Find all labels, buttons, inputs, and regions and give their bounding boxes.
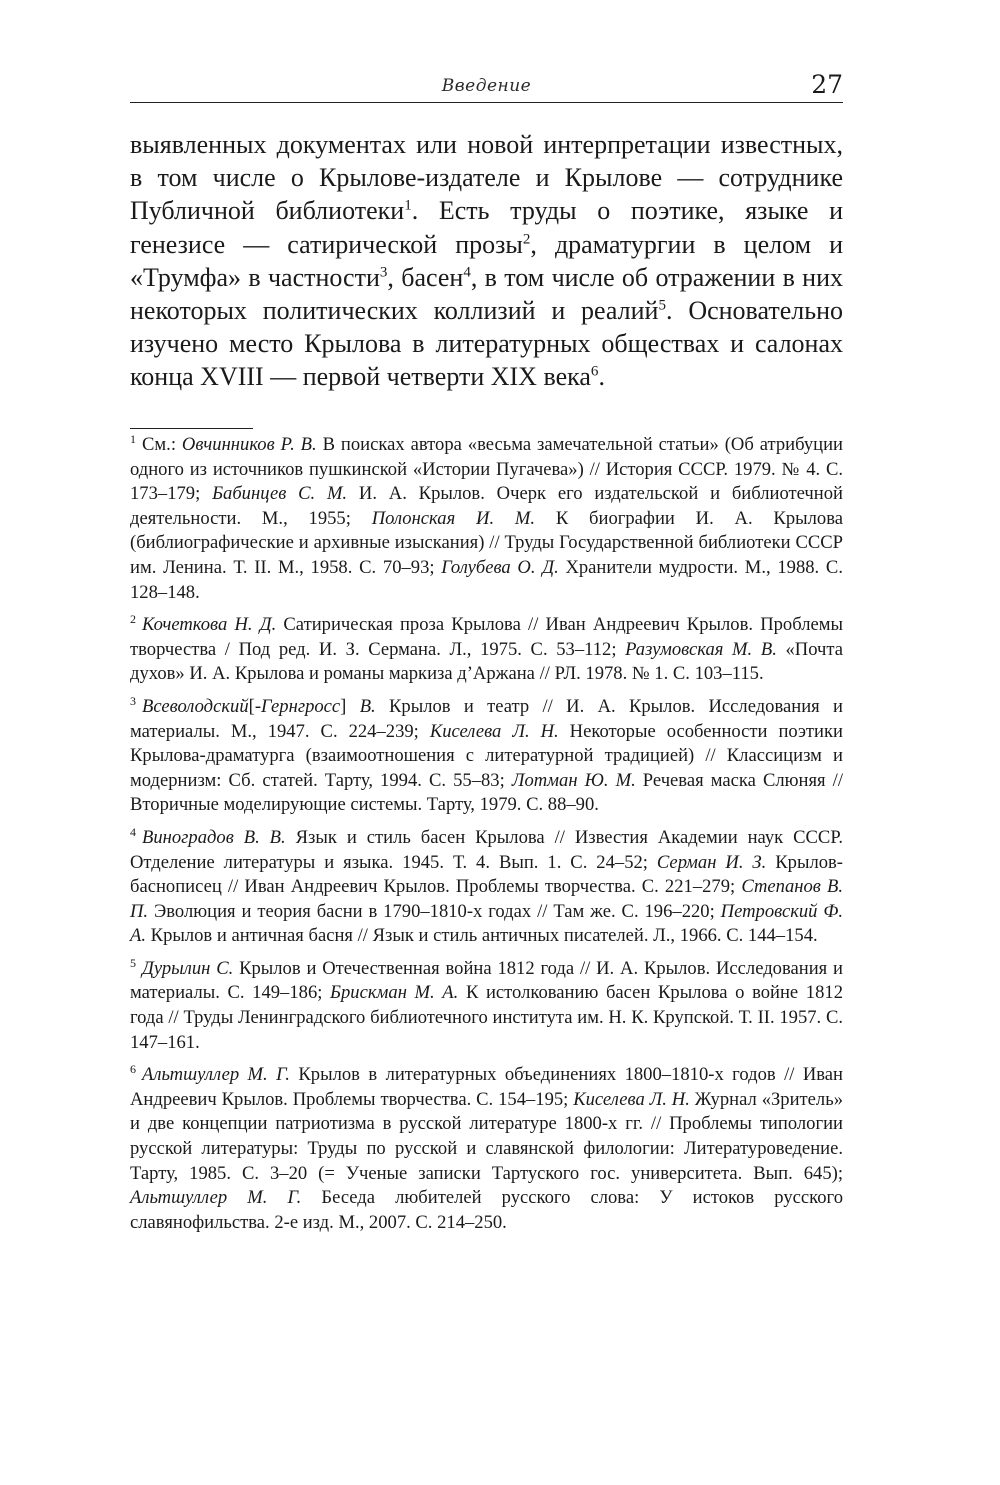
footnote-author: Альтшуллер М. Г.	[130, 1187, 302, 1209]
footnote-number: 1	[130, 431, 136, 446]
footnote-author: Киселева Л. Н.	[429, 720, 559, 742]
footnote-author: Степанов В. П.	[130, 876, 844, 922]
footnote-text: Беседа любителей русского слова: У истоков русского славянофильства. 2-е изд. М., 2007. С. 214–250.	[130, 1187, 843, 1233]
footnotes-section	[130, 433, 843, 1243]
footnote-3	[130, 695, 843, 818]
footnote-text: Журнал «Зритель» и две концепции патриотизма в русской литературе 1800-х гг. // Проблемы типологии русской литературы: Труды по русской и славянской филологии: Литературоведение. Тарту, 1985. С. 3–20 (= Ученые записки Тартуского гос. университета. Вып. 645);	[130, 1088, 843, 1184]
footnote-author: Голубева О. Д.	[441, 556, 559, 578]
footnote-number: 3	[130, 693, 136, 708]
footnote-text: В поисках автора «весьма замечательной статьи» (Об атрибуции одного из источников пушкинской «Истории Пугачева») // История СССР. 1979. № 4. С. 173–179;	[130, 434, 843, 505]
footnote-text: Язык и стиль басен Крылова // Известия Академии наук СССР. Отделение литературы и языка. 1945. Т. 4. Вып. 1. С. 24–52;	[130, 826, 843, 873]
footnote-author: Кочеткова Н. Д.	[142, 614, 277, 636]
footnote-reference[interactable]: 5	[658, 297, 667, 314]
footnote-reference[interactable]: 1	[404, 197, 412, 214]
footnote-number: 2	[130, 611, 136, 626]
footnote-author: В.	[359, 695, 376, 717]
footnote-author: Овчинников Р. В.	[181, 434, 317, 455]
body-text-segment: выявленных документах или новой интерпретации известных, в том числе о Крылове-издателе и Крылове — сотруднике Публичной библиотеки	[130, 130, 843, 226]
footnote-author: Бабинцев С. М.	[212, 483, 348, 505]
footnote-text: Крылов-баснописец // Иван Андреевич Крылов. Проблемы творчества. С. 221–279;	[130, 851, 843, 898]
footnote-reference[interactable]: 3	[379, 264, 388, 281]
footnote-divider	[130, 428, 253, 429]
footnote-text: Крылов и Отечественная война 1812 года // И. А. Крылов. Исследования и материалы. С. 149–186;	[130, 957, 843, 1004]
footnote-text: Некоторые особенности поэтики Крылова-драматурга (взаимоотношения с литературной традицией) // Классицизм и модернизм: Сб. статей. Тарту, 1994. С. 55–83;	[130, 720, 843, 791]
footnote-author: Серман И. З.	[656, 851, 767, 873]
footnote-text: [	[248, 695, 255, 717]
body-text-segment: , драматургии в целом и «Трумфа» в частности	[130, 229, 844, 292]
body-text-segment: . Есть труды о поэтике, языке и генезисе — сатирической прозы	[130, 196, 843, 259]
footnote-text: Крылов и театр // И. А. Крылов. Исследования и материалы. М., 1947. С. 224–239;	[130, 695, 843, 742]
footnote-reference[interactable]: 6	[590, 363, 599, 380]
footnote-1	[130, 433, 843, 605]
footnote-author: Альтшуллер М. Г.	[142, 1064, 290, 1086]
footnote-author: Разумовская М. В.	[625, 638, 777, 660]
footnote-number: 6	[130, 1062, 136, 1077]
footnote-author: Лотман Ю. М.	[511, 769, 636, 791]
footnote-text: ]	[340, 695, 360, 717]
body-text-segment: , в том числе об отражении в них некоторых политических коллизий и реалий	[130, 262, 843, 326]
footnote-author: Петровский Ф. А.	[130, 900, 843, 947]
footnote-reference[interactable]: 4	[463, 264, 471, 281]
running-header	[130, 72, 843, 103]
footnote-author: Дурылин С.	[142, 957, 234, 979]
footnote-author: Всеволодский	[142, 695, 249, 717]
footnote-text: И. А. Крылов. Очерк его издательской и библиотечной деятельности. М., 1955;	[130, 483, 843, 529]
footnote-reference[interactable]: 2	[522, 230, 531, 247]
running-title: Введение	[441, 76, 532, 96]
body-paragraph	[130, 128, 843, 394]
footnote-text: Речевая маска Слюняя // Вторичные моделирующие системы. Тарту, 1979. С. 88–90.	[130, 769, 843, 816]
footnote-text: Сатирическая проза Крылова // Иван Андреевич Крылов. Проблемы творчества / Под ред. И. З. Сермана. Л., 1975. С. 53–112;	[130, 614, 844, 660]
footnote-author: Брискман М. А.	[330, 982, 459, 1004]
footnote-text: Эволюция и теория басни в 1790–1810-х годах // Там же. С. 196–220;	[148, 900, 721, 922]
footnote-4	[130, 826, 843, 949]
footnote-text: К биографии И. А. Крылова (библиографические и архивные изыскания) // Труды Государственной библиотеки СССР им. Ленина. Т. II. М., 1958. С. 70–93;	[130, 507, 843, 578]
footnote-6	[130, 1063, 843, 1235]
footnote-2	[130, 613, 843, 687]
footnote-text: Хранители мудрости. М., 1988. С. 128–148.	[130, 556, 843, 603]
body-text-segment: .	[598, 362, 605, 392]
footnote-author: Виноградов В. В.	[142, 826, 286, 848]
footnote-text: К истолкованию басен Крылова о войне 1812 года // Труды Ленинградского библиотечного института им. Н. К. Крупской. Т. II. 1957. С. 147–161.	[130, 982, 843, 1053]
footnote-author: Полонская И. М.	[371, 507, 536, 529]
footnote-author: Киселева Л. Н.	[573, 1088, 690, 1110]
main-text	[130, 128, 843, 394]
body-text-segment: , басен	[387, 262, 464, 292]
footnote-text: См.:	[142, 434, 182, 455]
footnote-5	[130, 957, 843, 1055]
footnote-number: 4	[130, 824, 136, 839]
footnote-number: 5	[130, 955, 136, 970]
footnote-text: «Почта духов» И. А. Крылова и романы маркиза д’Аржана // РЛ. 1978. № 1. С. 103–115.	[130, 638, 843, 685]
footnote-text: Крылов в литературных объединениях 1800–1810-х годов // Иван Андреевич Крылов. Проблемы творчества. С. 154–195;	[130, 1064, 843, 1110]
footnote-text: Крылов и античная басня // Язык и стиль античных писателей. Л., 1966. С. 144–154.	[146, 925, 818, 947]
footnote-author: -Гернгросс	[254, 695, 341, 717]
page-number: 27	[811, 70, 843, 99]
body-text-segment: . Основательно изучено место Крылова в литературных обществах и салонах конца XVIII — первой четверти XIX века	[130, 296, 843, 392]
